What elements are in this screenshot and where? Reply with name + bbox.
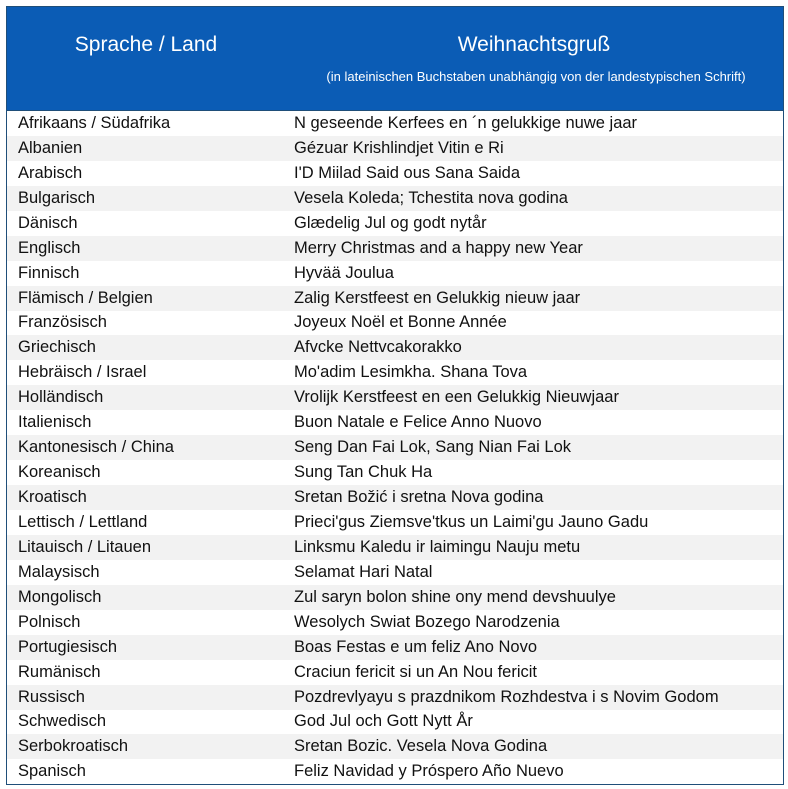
table-body	[7, 111, 783, 784]
language-cell: Serbokroatisch	[18, 737, 129, 756]
language-cell: Schwedisch	[18, 712, 107, 731]
table-row	[7, 660, 783, 685]
greetings-table	[6, 6, 784, 785]
table-row	[7, 435, 783, 460]
table-row	[7, 460, 783, 485]
table-row	[7, 360, 783, 385]
greeting-cell: Glædelig Jul og godt nytår	[294, 213, 487, 232]
language-cell: Französisch	[18, 313, 107, 332]
greeting-cell: God Jul och Gott Nytt År	[294, 712, 473, 731]
table-row	[7, 560, 783, 585]
language-cell: Finnisch	[18, 263, 80, 282]
greeting-cell: Hyvää Joulua	[294, 263, 394, 282]
language-cell: Holländisch	[18, 388, 104, 407]
header-language-country: Sprache / Land	[74, 33, 218, 56]
language-cell: Hebräisch / Israel	[18, 363, 147, 382]
table-row	[7, 485, 783, 510]
table-row	[7, 685, 783, 710]
table-row	[7, 710, 783, 735]
table-row	[7, 635, 783, 660]
language-cell: Mongolisch	[18, 587, 102, 606]
language-cell: Arabisch	[18, 163, 83, 182]
greeting-cell: Linksmu Kaledu ir laimingu Nauju metu	[294, 537, 581, 556]
language-cell: Russisch	[18, 687, 85, 706]
table-row	[7, 286, 783, 311]
greeting-cell: Zalig Kerstfeest en Gelukkig nieuw jaar	[294, 288, 581, 307]
table-row	[7, 335, 783, 360]
language-cell: Kroatisch	[18, 488, 87, 507]
header-christmas-greeting: Weihnachtsgruß	[457, 33, 611, 56]
language-cell: Koreanisch	[18, 463, 101, 482]
table-row	[7, 261, 783, 286]
table-row	[7, 610, 783, 635]
table-row	[7, 311, 783, 336]
greeting-cell: Merry Christmas and a happy new Year	[294, 238, 583, 257]
table-row	[7, 111, 783, 136]
table-row	[7, 136, 783, 161]
greeting-cell: Zul saryn bolon shine ony mend devshuulye	[294, 587, 616, 606]
greeting-cell: Joyeux Noël et Bonne Année	[294, 313, 507, 332]
language-cell: Griechisch	[18, 338, 96, 357]
greeting-cell: Prieci'gus Ziemsve'tkus un Laimi'gu Jauno Gadu	[294, 512, 649, 531]
language-cell: Afrikaans / Südafrika	[18, 113, 171, 132]
language-cell: Portugiesisch	[18, 637, 118, 656]
greeting-cell: Sretan Bozic. Vesela Nova Godina	[294, 737, 548, 756]
greeting-cell: Gézuar Krishlindjet Vitin e Ri	[294, 138, 504, 157]
greeting-cell: Vesela Koleda; Tchestita nova godina	[294, 188, 568, 207]
greeting-cell: Afvcke Nettvcakorakko	[294, 338, 462, 357]
greeting-cell: Feliz Navidad y Próspero Año Nuevo	[294, 762, 564, 781]
greeting-cell: Seng Dan Fai Lok, Sang Nian Fai Lok	[294, 438, 571, 457]
greeting-cell: Wesolych Swiat Bozego Narodzenia	[294, 612, 560, 631]
language-cell: Englisch	[18, 238, 81, 257]
language-cell: Bulgarisch	[18, 188, 96, 207]
greeting-cell: Boas Festas e um feliz Ano Novo	[294, 637, 538, 656]
table-row	[7, 236, 783, 261]
language-cell: Italienisch	[18, 413, 92, 432]
table-row	[7, 161, 783, 186]
language-cell: Lettisch / Lettland	[18, 512, 148, 531]
table-row	[7, 510, 783, 535]
table-header	[7, 7, 783, 111]
greeting-cell: Sung Tan Chuk Ha	[294, 463, 433, 482]
language-cell: Spanisch	[18, 762, 86, 781]
greeting-cell: Sretan Božić i sretna Nova godina	[294, 488, 544, 507]
language-cell: Polnisch	[18, 612, 81, 631]
greeting-cell: Buon Natale e Felice Anno Nuovo	[294, 413, 542, 432]
language-cell: Albanien	[18, 138, 83, 157]
greeting-cell: N geseende Kerfees en ´n gelukkige nuwe jaar	[294, 113, 638, 132]
greeting-cell: Pozdrevlyayu s prazdnikom Rozhdestva i s Novim Godom	[294, 687, 719, 706]
language-cell: Flämisch / Belgien	[18, 288, 153, 307]
table-row	[7, 585, 783, 610]
table-row	[7, 734, 783, 759]
table-row	[7, 535, 783, 560]
language-cell: Dänisch	[18, 213, 78, 232]
table-row	[7, 186, 783, 211]
greeting-cell: Vrolijk Kerstfeest en een Gelukkig Nieuwjaar	[294, 388, 619, 407]
language-cell: Rumänisch	[18, 662, 101, 681]
table-row	[7, 211, 783, 236]
greeting-cell: Mo'adim Lesimkha. Shana Tova	[294, 363, 528, 382]
greeting-cell: Craciun fericit si un An Nou fericit	[294, 662, 538, 681]
table-row	[7, 410, 783, 435]
table-row	[7, 759, 783, 784]
header-greeting-note: (in lateinischen Buchstaben unabhängig von der landestypischen Schrift)	[326, 69, 746, 84]
language-cell: Litauisch / Litauen	[18, 537, 152, 556]
greeting-cell: I'D Miilad Said ous Sana Saida	[294, 163, 521, 182]
language-cell: Malaysisch	[18, 562, 100, 581]
language-cell: Kantonesisch / China	[18, 438, 174, 457]
greeting-cell: Selamat Hari Natal	[294, 562, 433, 581]
table-row	[7, 385, 783, 410]
